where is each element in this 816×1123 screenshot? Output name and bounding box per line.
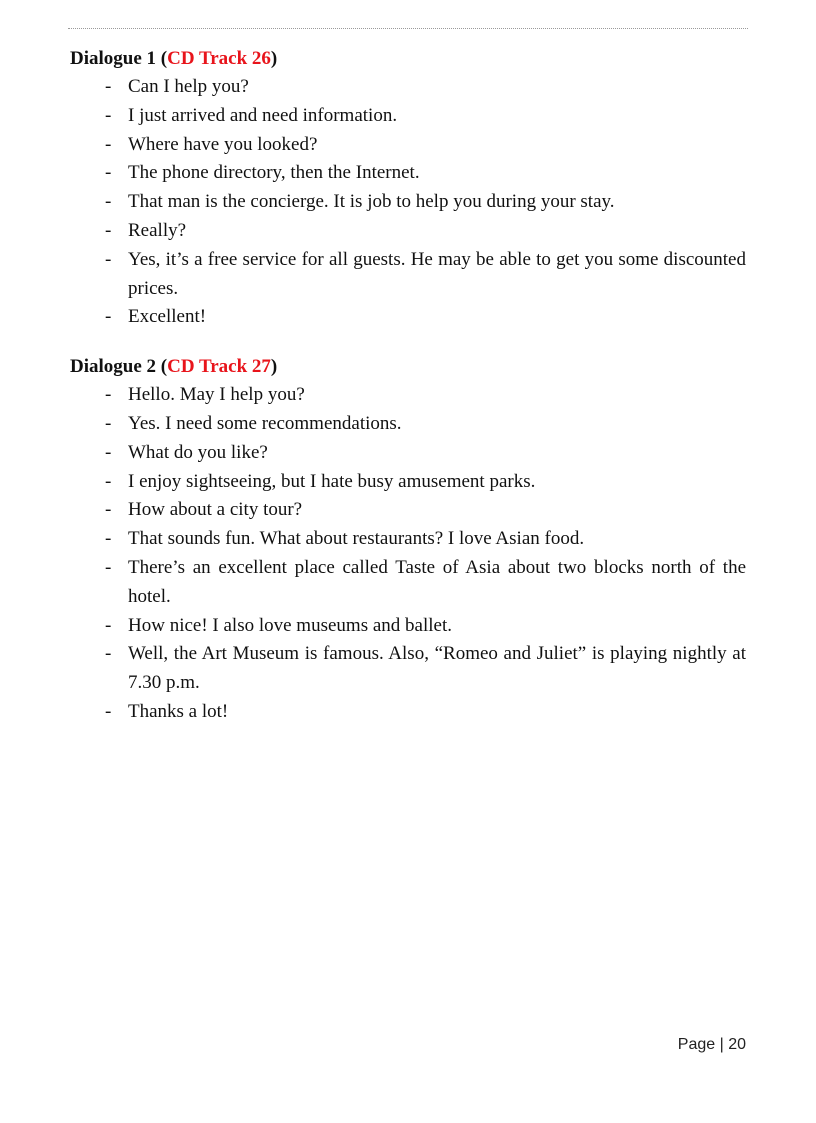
bullet-dash: - [105,191,112,213]
dialogue-line-text: How nice! I also love museums and ballet. [128,614,452,636]
bullet-dash: - [105,700,112,722]
bullet-dash: - [105,556,112,578]
dialogue-line [70,131,746,160]
dialogue-line [70,439,746,468]
bullet-dash: - [105,614,112,636]
dialogue-line [70,381,746,410]
bullet-dash: - [105,470,112,492]
dialogue-2-lines [70,381,746,727]
dialogue-line [70,102,746,131]
dialogue-1-close: ) [270,48,278,69]
dialogue-2-label: Dialogue 2 ( [70,356,168,378]
dialogue-line [70,496,746,525]
dialogue-line-text: The phone directory, then the Internet. [128,162,420,184]
dialogue-line [70,303,746,332]
dialogue-line-text: How about a city tour? [128,499,303,521]
bullet-dash: - [105,104,112,126]
dialogue-line [70,410,746,439]
dialogue-line [70,640,746,698]
bullet-dash: - [105,248,112,270]
dialogue-line-text: Can I help you? [128,76,249,97]
dialogue-2-track: CD Track 27 [167,356,271,378]
dialogue-line-text: Really? [128,219,187,241]
dialogue-line-text: Where have you looked? [128,133,318,155]
dialogue-line-text: That sounds fun. What about restaurants? I love Asian food. [128,528,585,550]
dialogue-line [70,698,746,727]
dialogue-line [70,217,746,246]
dialogue-line [70,73,746,102]
dialogue-line [70,554,746,612]
dialogue-line-text: Hello. May I help you? [128,384,305,406]
dialogue-line [70,525,746,554]
page-number: Page | 20 [677,1036,746,1053]
bullet-dash: - [105,643,112,665]
bullet-dash: - [105,219,112,241]
bullet-dash: - [105,162,112,184]
dialogue-line [70,246,746,304]
page-content [70,44,746,747]
dialogue-line [70,159,746,188]
dialogue-line-text: Thanks a lot! [128,700,229,722]
dialogue-line [70,468,746,497]
dialogue-line [70,188,746,217]
dialogue-line-text: Yes. I need some recommendations. [128,412,402,434]
dialogue-line [70,612,746,641]
bullet-dash: - [105,528,112,550]
bullet-dash: - [105,133,112,155]
dialogue-1-track: CD Track 26 [167,48,271,69]
dialogue-line-text: Yes, it’s a free service for all guests. He may be able to get you some discounted prices. [128,248,746,299]
bullet-dash: - [105,412,112,434]
bullet-dash: - [105,441,112,463]
dialogue-1-section [70,44,746,332]
dialogue-line-text: I just arrived and need information. [128,104,398,126]
bullet-dash: - [105,499,112,521]
bullet-dash: - [105,306,112,328]
dialogue-2-section [70,352,746,727]
bullet-dash: - [105,384,112,406]
dialogue-2-heading [70,352,746,381]
dialogue-line-text: That man is the concierge. It is job to help you during your stay. [128,191,615,213]
dialogue-line-text: I enjoy sightseeing, but I hate busy amusement parks. [128,470,536,492]
dialogue-line-text: Excellent! [128,306,207,328]
dialogue-line-text: What do you like? [128,441,268,463]
dialogue-1-label: Dialogue 1 ( [70,48,168,69]
dialogue-1-heading [70,44,746,73]
dialogue-1-lines [70,73,746,332]
bullet-dash: - [105,76,112,97]
dialogue-2-close: ) [270,356,278,378]
header-rule [68,28,748,29]
dialogue-line-text: There’s an excellent place called Taste of Asia about two blocks north of the hotel. [128,556,746,607]
dialogue-line-text: Well, the Art Museum is famous. Also, “Romeo and Juliet” is playing nightly at 7.30 p.m. [128,643,746,694]
